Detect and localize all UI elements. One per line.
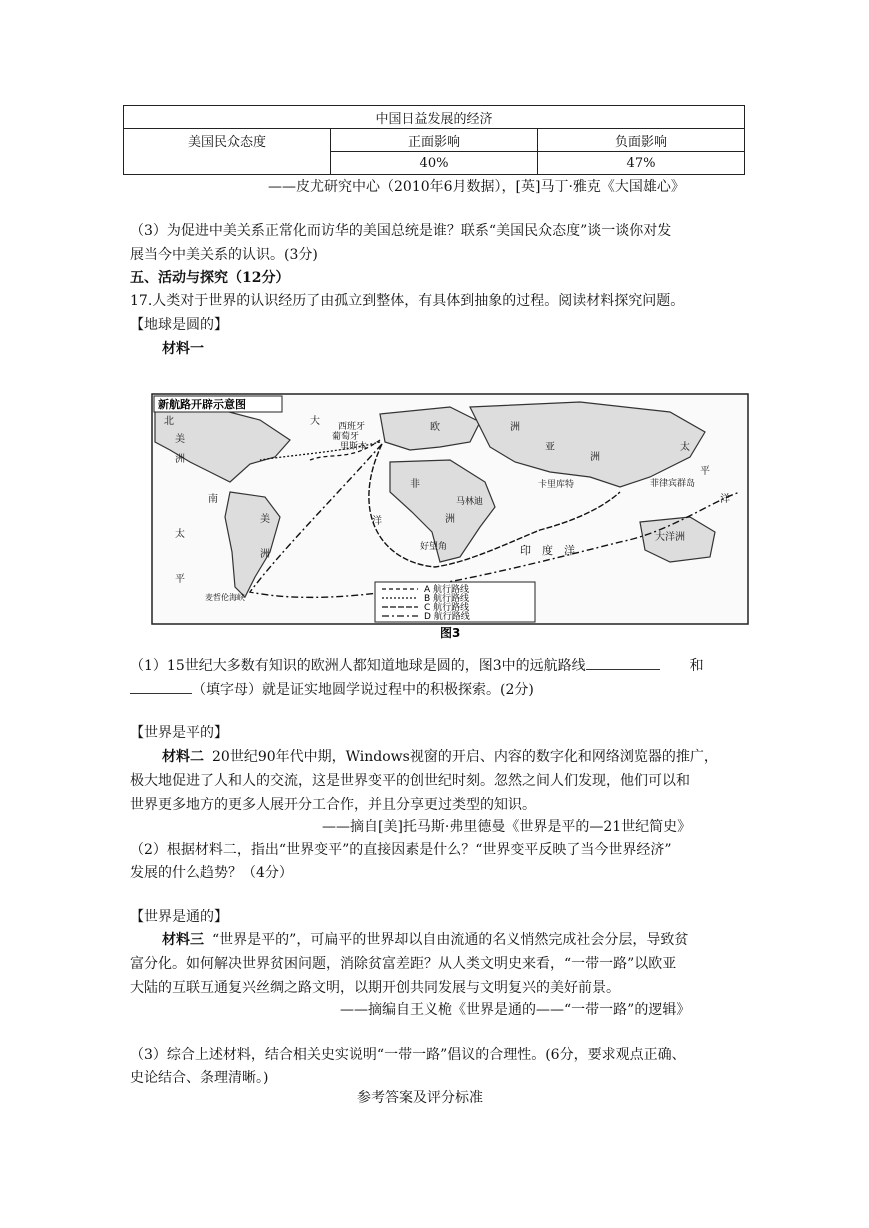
svg-text:洲: 洲 <box>175 454 185 465</box>
table-source: ——皮尤研究中心（2010年6月数据），[英]马丁·雅克《大国雄心》 <box>268 179 685 195</box>
map-title: 新航路开辟示意图 <box>158 398 246 411</box>
legend-c: C 航行路线 <box>424 603 470 613</box>
section-heading: 五、活动与探究（12分） <box>130 270 290 286</box>
heading-earth-round: 【地球是圆的】 <box>130 317 228 333</box>
material-3-source: ——摘编自王义桅《世界是通的——“一带一路”的逻辑》 <box>340 1002 691 1018</box>
svg-text:菲律宾群岛: 菲律宾群岛 <box>650 479 696 489</box>
svg-text:印 度 洋: 印 度 洋 <box>520 544 575 557</box>
svg-text:非: 非 <box>410 479 420 490</box>
legend-b: B 航行路线 <box>424 594 470 604</box>
svg-text:洲: 洲 <box>510 422 520 433</box>
heading-world-flat: 【世界是平的】 <box>130 725 228 741</box>
heading-world-connected: 【世界是通的】 <box>130 909 228 925</box>
svg-text:里斯本: 里斯本 <box>340 442 368 452</box>
svg-text:太: 太 <box>680 442 690 453</box>
svg-text:北: 北 <box>164 416 174 427</box>
material-3-label: 材料三 <box>162 932 204 948</box>
answer-blank-2[interactable] <box>130 693 192 694</box>
material-2-line1: 材料二 20世纪90年代中期，Windows视窗的开启、内容的数字化和网络浏览器的推广， <box>162 749 718 765</box>
survey-table <box>123 105 745 175</box>
map-legend <box>375 582 535 622</box>
svg-text:卡里库特: 卡里库特 <box>538 480 575 490</box>
svg-text:南: 南 <box>208 494 218 505</box>
table-col-negative: 负面影响 <box>538 129 745 152</box>
question-17-3-line1: （3）综合上述材料，结合相关史实说明“一带一路”倡议的合理性。(6分，要求观点正确、 <box>130 1047 686 1063</box>
legend-d: D 航行路线 <box>424 612 470 622</box>
question-17-3-line2: 史论结合、条理清晰。) <box>130 1070 269 1086</box>
question-17-1-line1: （1）15世纪大多数有知识的欧洲人都知道地球是圆的，图3中的远航路线 和 <box>130 658 704 674</box>
question-16-3-line2: 展当今中美关系的认识。(3分) <box>130 247 318 263</box>
table-val-positive: 40% <box>331 152 538 175</box>
question-17-2-line1: （2）根据材料二，指出“世界变平”的直接因素是什么？“世界变平反映了当今世界经济” <box>130 842 672 858</box>
material-2-source: ——摘自[美]托马斯·弗里德曼《世界是平的—21世纪简史》 <box>322 819 692 835</box>
material-2-line2: 极大地促进了人和人的交流，这是世界变平的创世纪时刻。忽然之间人们发现，他们可以和 <box>130 773 690 789</box>
material-3-line1: 材料三 “世界是平的”，可扁平的世界却以自由流通的名义悄然完成社会分层，导致贫 <box>162 932 689 948</box>
svg-text:亚: 亚 <box>545 442 555 453</box>
material-3-line2: 富分化。如何解决世界贫困问题，消除贫富差距？从人类文明史来看，“一带一路”以欧亚 <box>130 956 677 972</box>
table-row-header: 美国民众态度 <box>124 129 331 175</box>
svg-text:麦哲伦海峡: 麦哲伦海峡 <box>205 593 245 602</box>
svg-text:美: 美 <box>260 514 270 525</box>
svg-text:大洋洲: 大洋洲 <box>655 532 685 543</box>
svg-text:马林迪: 马林迪 <box>456 497 484 507</box>
svg-text:欧: 欧 <box>430 422 440 433</box>
svg-text:平: 平 <box>175 574 185 585</box>
voyage-map <box>150 392 755 642</box>
svg-text:美: 美 <box>175 434 185 445</box>
svg-text:大: 大 <box>310 416 320 427</box>
question-17-1-line2: （填字母）就是证实地圆学说过程中的积极探索。(2分) <box>130 679 534 701</box>
svg-text:洋: 洋 <box>372 516 382 527</box>
question-17-2-line2: 发展的什么趋势？（4分） <box>130 865 293 881</box>
svg-text:好望角: 好望角 <box>420 542 448 552</box>
table-col-positive: 正面影响 <box>331 129 538 152</box>
material-1-label: 材料一 <box>162 341 204 357</box>
svg-text:太: 太 <box>175 529 185 540</box>
material-2-line3: 世界更多地方的更多人展开分工合作，并且分享更过类型的知识。 <box>130 797 536 813</box>
svg-text:西班牙: 西班牙 <box>338 422 366 432</box>
svg-text:洋: 洋 <box>720 494 730 505</box>
svg-text:洲: 洲 <box>445 514 455 525</box>
figure-label: 图3 <box>440 626 461 640</box>
material-3-line3: 大陆的互联互通复兴丝绸之路文明，以期开创共同发展与文明复兴的美好前景。 <box>130 980 620 996</box>
table-val-negative: 47% <box>538 152 745 175</box>
svg-text:葡萄牙: 葡萄牙 <box>332 432 360 442</box>
svg-text:洲: 洲 <box>260 549 270 560</box>
answer-key-heading: 参考答案及评分标准 <box>357 1090 483 1106</box>
svg-text:平: 平 <box>700 466 710 477</box>
svg-text:洲: 洲 <box>590 452 600 463</box>
table-title: 中国日益发展的经济 <box>124 106 745 129</box>
question-16-3-line1: （3）为促进中美关系正常化而访华的美国总统是谁？联系“美国民众态度”谈一谈你对发 <box>130 223 672 239</box>
question-17-intro: 17.人类对于世界的认识经历了由孤立到整体，有具体到抽象的过程。阅读材料探究问题。 <box>130 293 685 309</box>
answer-blank-1[interactable] <box>586 669 660 670</box>
material-2-label: 材料二 <box>162 749 204 765</box>
legend-a: A 航行路线 <box>424 585 470 595</box>
